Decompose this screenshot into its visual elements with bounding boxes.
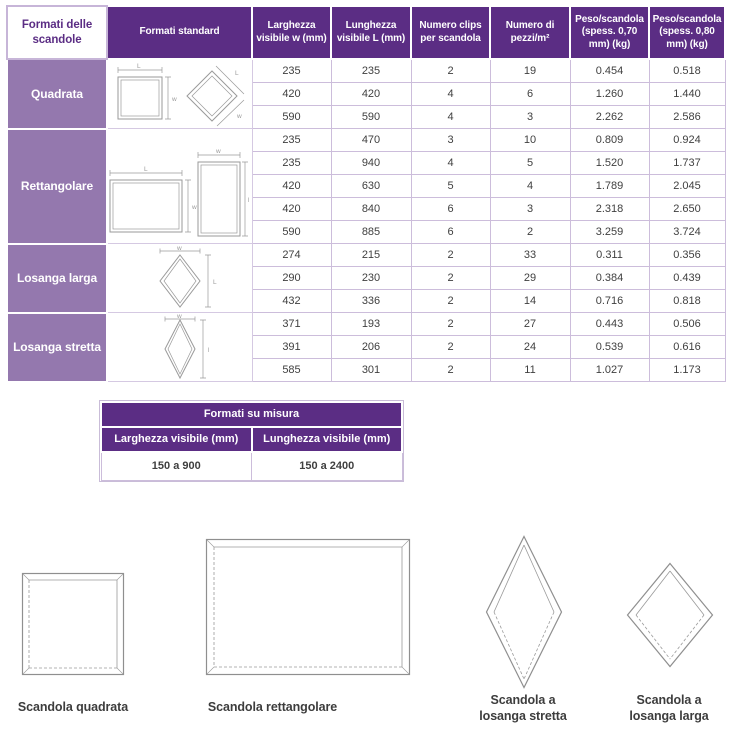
data-cell: 590 — [252, 221, 331, 244]
data-cell: 215 — [331, 244, 411, 267]
data-cell: 3.259 — [570, 221, 649, 244]
data-cell: 420 — [252, 175, 331, 198]
data-cell: 432 — [252, 290, 331, 313]
dim-label: w — [177, 245, 182, 252]
data-cell: 206 — [331, 336, 411, 359]
custom-size-table-wrap — [99, 400, 404, 482]
data-cell: 193 — [331, 313, 411, 336]
row-header-rettangolare: Rettangolare — [7, 129, 107, 244]
rettangolare-shape-diagram — [108, 132, 251, 240]
data-cell: 1.737 — [649, 152, 725, 175]
data-cell: 6 — [411, 198, 490, 221]
data-cell: 885 — [331, 221, 411, 244]
diagram-cell-quadrata — [107, 59, 252, 129]
data-cell: 0.454 — [570, 59, 649, 83]
data-cell: 0.311 — [570, 244, 649, 267]
dim-label: w — [237, 113, 242, 120]
custom-col-header-length: Lunghezza visibile (mm) — [252, 427, 403, 452]
data-cell: 590 — [252, 106, 331, 129]
data-cell: 3 — [411, 129, 490, 152]
data-cell: 33 — [490, 244, 570, 267]
data-cell: 585 — [252, 359, 331, 382]
data-cell: 2.262 — [570, 106, 649, 129]
diagram-cell-losanga-larga — [107, 244, 252, 313]
data-cell: 235 — [252, 59, 331, 83]
data-cell: 230 — [331, 267, 411, 290]
table-row — [7, 59, 725, 83]
data-cell: 0.818 — [649, 290, 725, 313]
data-cell: 235 — [331, 59, 411, 83]
data-cell: 301 — [331, 359, 411, 382]
scandola-rettangolare-figure — [205, 538, 411, 676]
data-cell: 590 — [331, 106, 411, 129]
data-cell: 6 — [490, 83, 570, 106]
data-cell: 3 — [490, 106, 570, 129]
data-cell: 0.384 — [570, 267, 649, 290]
data-cell: 0.809 — [570, 129, 649, 152]
data-cell: 391 — [252, 336, 331, 359]
data-cell: 27 — [490, 313, 570, 336]
data-cell: 4 — [490, 175, 570, 198]
table-row — [7, 313, 725, 336]
data-cell: 0.924 — [649, 129, 725, 152]
dim-label: L — [144, 166, 148, 173]
custom-width-range: 150 a 900 — [101, 452, 252, 481]
data-cell: 2 — [411, 59, 490, 83]
data-cell: 1.027 — [570, 359, 649, 382]
table-row — [7, 129, 725, 152]
data-cell: 29 — [490, 267, 570, 290]
col-header-0: Formati delle scandole — [7, 6, 107, 59]
dim-label: L — [213, 279, 217, 286]
quadrata-shape-diagram — [108, 62, 251, 126]
dim-label: w — [177, 313, 182, 320]
dim-label: w — [172, 96, 177, 103]
scandola-quadrata-figure — [21, 572, 125, 676]
main-table-body — [7, 59, 725, 382]
page — [0, 5, 730, 731]
data-cell: 0.716 — [570, 290, 649, 313]
data-cell: 1.173 — [649, 359, 725, 382]
data-cell: 1.789 — [570, 175, 649, 198]
data-cell: 336 — [331, 290, 411, 313]
table-row — [7, 244, 725, 267]
col-header-6: Peso/scandola (spess. 0,70 mm) (kg) — [570, 6, 649, 59]
data-cell: 24 — [490, 336, 570, 359]
col-header-4: Numero clips per scandola — [411, 6, 490, 59]
data-cell: 2 — [411, 359, 490, 382]
losanga-stretta-shape-diagram — [108, 313, 251, 378]
losanga-larga-shape-diagram — [108, 246, 251, 310]
data-cell: 2 — [411, 267, 490, 290]
dim-label: L — [137, 63, 141, 70]
dim-label: w — [216, 148, 221, 155]
row-header-quadrata: Quadrata — [7, 59, 107, 129]
dim-label: L — [235, 70, 239, 77]
custom-size-table — [100, 401, 403, 481]
data-cell: 3 — [490, 198, 570, 221]
data-cell: 420 — [252, 83, 331, 106]
data-cell: 840 — [331, 198, 411, 221]
custom-size-title: Formati su misura — [101, 402, 402, 427]
data-cell: 420 — [252, 198, 331, 221]
data-cell: 2.650 — [649, 198, 725, 221]
data-cell: 5 — [411, 175, 490, 198]
scandola-losanga-stretta-figure — [485, 535, 563, 689]
data-cell: 630 — [331, 175, 411, 198]
data-cell: 1.260 — [570, 83, 649, 106]
scandola-losanga-larga-label: Scandola a losanga larga — [629, 692, 709, 723]
data-cell: 0.443 — [570, 313, 649, 336]
col-header-1: Formati standard — [107, 6, 252, 59]
scandola-losanga-larga-figure — [626, 562, 714, 668]
data-cell: 0.506 — [649, 313, 725, 336]
data-cell: 11 — [490, 359, 570, 382]
diagram-cell-losanga-stretta — [107, 313, 252, 382]
scandola-rettangolare-label: Scandola rettangolare — [207, 699, 338, 714]
header-row — [7, 6, 725, 59]
data-cell: 3.724 — [649, 221, 725, 244]
data-cell: 0.356 — [649, 244, 725, 267]
data-cell: 1.520 — [570, 152, 649, 175]
dim-label: l — [248, 197, 250, 204]
data-cell: 235 — [252, 129, 331, 152]
row-header-losanga-larga: Losanga larga — [7, 244, 107, 313]
shingle-figures — [0, 499, 730, 747]
diagram-cell-rettangolare — [107, 129, 252, 244]
data-cell: 1.440 — [649, 83, 725, 106]
data-cell: 4 — [411, 83, 490, 106]
scandola-losanga-stretta-label: Scandola a losanga stretta — [479, 692, 567, 723]
data-cell: 0.439 — [649, 267, 725, 290]
custom-col-header-width: Larghezza visibile (mm) — [101, 427, 252, 452]
data-cell: 4 — [411, 106, 490, 129]
formats-table — [6, 5, 726, 383]
scandola-quadrata-label: Scandola quadrata — [17, 699, 129, 714]
data-cell: 14 — [490, 290, 570, 313]
data-cell: 2.318 — [570, 198, 649, 221]
dim-label: w — [192, 204, 197, 211]
data-cell: 2 — [411, 244, 490, 267]
col-header-5: Numero di pezzi/m² — [490, 6, 570, 59]
dim-label: l — [208, 347, 210, 354]
data-cell: 2.586 — [649, 106, 725, 129]
col-header-3: Lunghezza visibile L (mm) — [331, 6, 411, 59]
data-cell: 0.616 — [649, 336, 725, 359]
data-cell: 235 — [252, 152, 331, 175]
data-cell: 10 — [490, 129, 570, 152]
data-cell: 470 — [331, 129, 411, 152]
data-cell: 2 — [411, 290, 490, 313]
data-cell: 0.518 — [649, 59, 725, 83]
data-cell: 371 — [252, 313, 331, 336]
data-cell: 2 — [490, 221, 570, 244]
col-header-2: Larghezza visibile w (mm) — [252, 6, 331, 59]
data-cell: 0.539 — [570, 336, 649, 359]
data-cell: 4 — [411, 152, 490, 175]
col-header-7: Peso/scandola (spess. 0,80 mm) (kg) — [649, 6, 725, 59]
data-cell: 2 — [411, 313, 490, 336]
row-header-losanga-stretta: Losanga stretta — [7, 313, 107, 382]
data-cell: 274 — [252, 244, 331, 267]
data-cell: 940 — [331, 152, 411, 175]
data-cell: 290 — [252, 267, 331, 290]
data-cell: 6 — [411, 221, 490, 244]
data-cell: 420 — [331, 83, 411, 106]
data-cell: 19 — [490, 59, 570, 83]
data-cell: 5 — [490, 152, 570, 175]
data-cell: 2.045 — [649, 175, 725, 198]
data-cell: 2 — [411, 336, 490, 359]
custom-length-range: 150 a 2400 — [252, 452, 403, 481]
